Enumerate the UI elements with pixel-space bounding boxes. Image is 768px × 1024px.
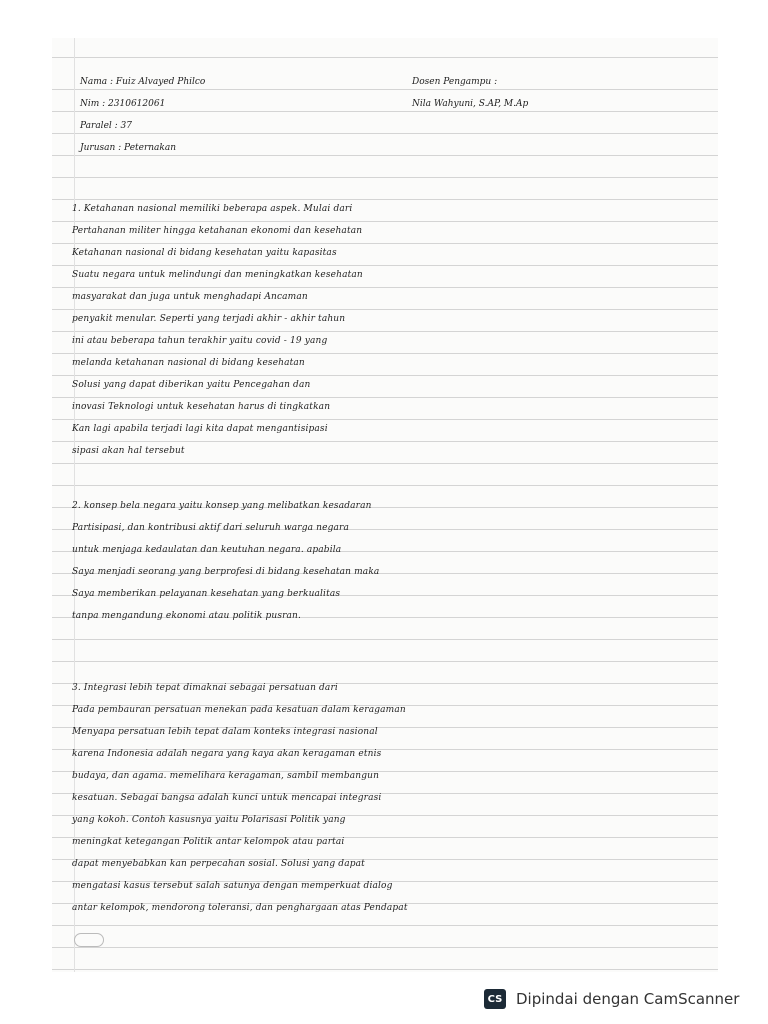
answer-line: 1. Ketahanan nasional memiliki beberapa aspek. Mulai dari	[72, 204, 353, 214]
answer-line: meningkat ketegangan Politik antar kelompok atau partai	[72, 837, 345, 847]
answer-line: antar kelompok, mendorong toleransi, dan penghargaan atas Pendapat	[72, 903, 408, 913]
answer-line: budaya, dan agama. memelihara keragaman, sambil membangun	[72, 771, 380, 781]
answer-line: melanda ketahanan nasional di bidang kesehatan	[72, 358, 305, 368]
answer-line: Kan lagi apabila terjadi lagi kita dapat mengantisipasi	[72, 424, 328, 434]
answer-line: untuk menjaga kedaulatan dan keutuhan negara. apabila	[72, 545, 342, 555]
answer-line: Solusi yang dapat diberikan yaitu Pencegahan dan	[72, 380, 311, 390]
answer-line: inovasi Teknologi untuk kesehatan harus di tingkatkan	[72, 402, 331, 412]
answer-line: masyarakat dan juga untuk menghadapi Ancaman	[72, 292, 308, 302]
answer-line: dapat menyebabkan kan perpecahan sosial. Solusi yang dapat	[72, 859, 365, 869]
answer-line: Menyapa persatuan lebih tepat dalam konteks integrasi nasional	[72, 727, 378, 737]
answer-line: yang kokoh. Contoh kasusnya yaitu Polarisasi Politik yang	[72, 815, 346, 825]
student-name: Nama : Fuiz Alvayed Philco	[80, 77, 206, 87]
answer-line: 2. konsep bela negara yaitu konsep yang melibatkan kesadaran	[72, 501, 372, 511]
page-number-box	[74, 933, 104, 947]
student-jurusan: Jurusan : Peternakan	[80, 143, 177, 153]
notebook-page	[52, 38, 718, 972]
answer-line: Saya menjadi seorang yang berprofesi di bidang kesehatan maka	[72, 567, 380, 577]
camscanner-text: Dipindai dengan CamScanner	[516, 990, 740, 1008]
answer-line: Saya memberikan pelayanan kesehatan yang berkualitas	[72, 589, 341, 599]
camscanner-logo-icon: CS	[484, 989, 506, 1009]
student-nim: Nim : 2310612061	[80, 99, 166, 109]
camscanner-footer	[484, 984, 739, 1014]
answer-line: Pertahanan militer hingga ketahanan ekonomi dan kesehatan	[72, 226, 363, 236]
answer-line: Ketahanan nasional di bidang kesehatan yaitu kapasitas	[72, 248, 337, 258]
answer-line: Suatu negara untuk melindungi dan meningkatkan kesehatan	[72, 270, 363, 280]
answer-line: penyakit menular. Seperti yang terjadi akhir - akhir tahun	[72, 314, 346, 324]
answer-line: karena Indonesia adalah negara yang kaya akan keragaman etnis	[72, 749, 382, 759]
answer-line: kesatuan. Sebagai bangsa adalah kunci untuk mencapai integrasi	[72, 793, 382, 803]
lecturer-name: Nila Wahyuni, S.AP, M.Ap	[412, 99, 529, 109]
answer-line: sipasi akan hal tersebut	[72, 446, 185, 456]
lecturer-label: Dosen Pengampu :	[412, 77, 498, 87]
student-paralel: Paralel : 37	[80, 121, 132, 131]
answer-line: ini atau beberapa tahun terakhir yaitu covid - 19 yang	[72, 336, 328, 346]
answer-line: tanpa mengandung ekonomi atau politik pusran.	[72, 611, 302, 621]
answer-line: mengatasi kasus tersebut salah satunya dengan memperkuat dialog	[72, 881, 393, 891]
answer-line: Pada pembauran persatuan menekan pada kesatuan dalam keragaman	[72, 705, 406, 715]
answer-line: 3. Integrasi lebih tepat dimaknai sebagai persatuan dari	[72, 683, 338, 693]
answer-line: Partisipasi, dan kontribusi aktif dari seluruh warga negara	[72, 523, 349, 533]
